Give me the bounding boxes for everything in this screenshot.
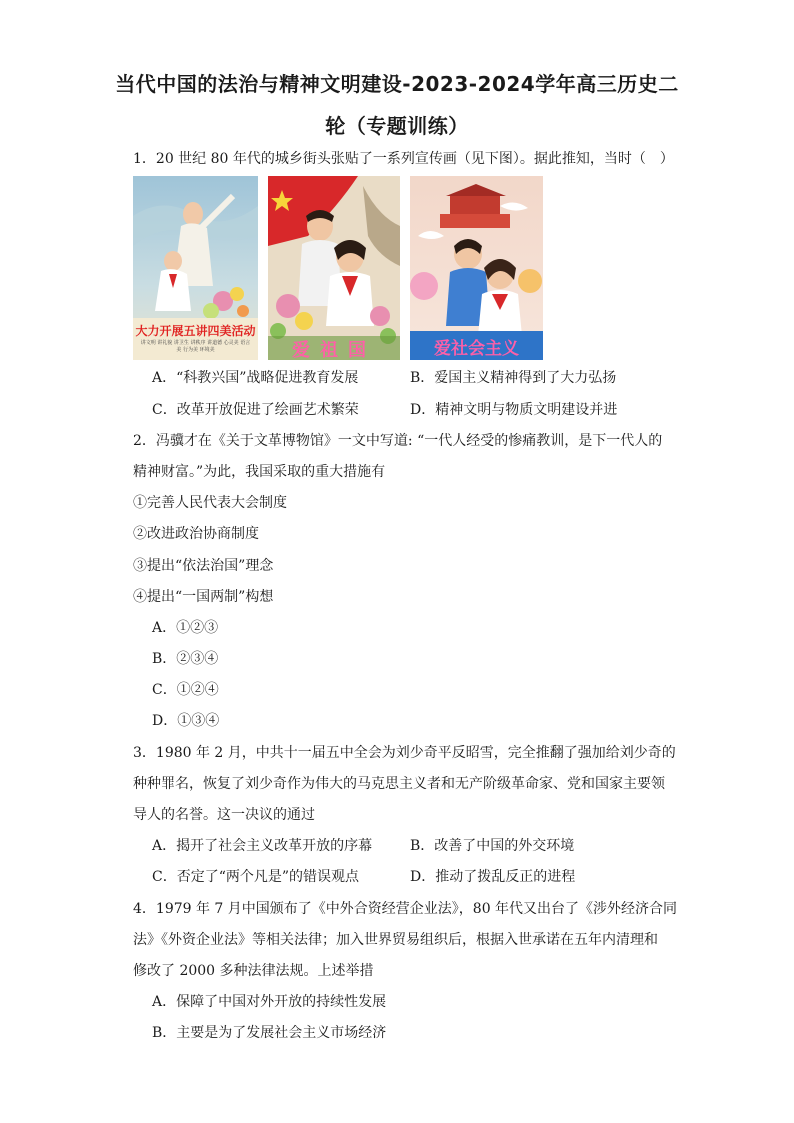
question-1-posters: [133, 176, 543, 360]
question-2-item-1: ①完善人民代表大会制度: [133, 495, 287, 511]
question-2-option-d[interactable]: D．①③④: [152, 713, 220, 729]
question-4-option-a[interactable]: A．保障了中国对外开放的持续性发展: [152, 994, 387, 1010]
question-4-stem-line-3: 修改了 2000 多种法律法规。上述举措: [133, 963, 374, 979]
question-4-stem-line-2: 法》《外资企业法》等相关法律；加入世界贸易组织后，根据入世承诺在五年内清理和: [133, 932, 658, 948]
poster-love-motherland: [268, 176, 400, 360]
question-3-option-a[interactable]: A．揭开了社会主义改革开放的序幕: [152, 838, 373, 854]
question-3-stem-line-2: 种种罪名，恢复了刘少奇作为伟大的马克思主义者和无产阶级革命家、党和国家主要领: [133, 776, 665, 792]
poster-love-motherland-caption: 爱祖国: [292, 340, 376, 360]
question-4-option-b[interactable]: B．主要是为了发展社会主义市场经济: [152, 1025, 387, 1041]
question-1-option-c[interactable]: C．改革开放促进了绘画艺术繁荣: [152, 402, 359, 418]
question-2-option-b[interactable]: B．②③④: [152, 651, 219, 667]
question-3-stem-line-1: 3．1980 年 2 月，中共十一届五中全会为刘少奇平反昭雪，完全推翻了强加给刘少奇的: [133, 745, 676, 761]
question-2-item-3: ③提出“依法治国”理念: [133, 558, 274, 574]
poster-love-socialism-art: [410, 176, 543, 360]
poster-five-stresses-caption: 大力开展五讲四美活动: [135, 324, 256, 338]
question-2-stem-line-1: 2．冯骥才在《关于文革博物馆》一文中写道: “一代人经受的惨痛教训，是下一代人的: [133, 433, 663, 449]
question-3-option-b[interactable]: B．改善了中国的外交环境: [410, 838, 575, 854]
question-3-option-c[interactable]: C．否定了“两个凡是”的错误观点: [152, 869, 360, 885]
question-1-option-b[interactable]: B．爱国主义精神得到了大力弘扬: [410, 370, 617, 386]
document-title-line-2: 轮（专题训练）: [325, 114, 469, 138]
poster-five-stresses-subcaption: 讲文明 讲礼貌 讲卫生 讲秩序 讲道德 心灵美 语言美 行为美 环境美: [140, 340, 251, 353]
question-1-option-a[interactable]: A．“科教兴国”战略促进教育发展: [152, 370, 359, 386]
question-4-stem-line-1: 4．1979 年 7 月中国颁布了《中外合资经营企业法》，80 年代又出台了《涉外经济合同: [133, 901, 678, 917]
poster-five-stresses: [133, 176, 258, 360]
question-2-item-4: ④提出“一国两制”构想: [133, 589, 274, 605]
poster-love-socialism: [410, 176, 543, 360]
question-2-option-c[interactable]: C．①②④: [152, 682, 219, 698]
question-1-option-d[interactable]: D．精神文明与物质文明建设并进: [410, 402, 618, 418]
poster-love-socialism-caption: 爱社会主义: [434, 339, 519, 359]
question-3-option-d[interactable]: D．推动了拨乱反正的进程: [410, 869, 576, 885]
poster-love-motherland-art: [268, 176, 400, 360]
document-title-line-1: 当代中国的法治与精神文明建设-2023-2024学年高三历史二: [115, 72, 679, 96]
question-1-stem: 1．20 世纪 80 年代的城乡街头张贴了一系列宣传画（见下图）。据此推知，当时（ ）: [133, 151, 674, 167]
question-2-item-2: ②改进政治协商制度: [133, 526, 259, 542]
question-2-stem-line-2: 精神财富。”为此，我国采取的重大措施有: [133, 464, 386, 480]
question-2-option-a[interactable]: A．①②③: [152, 620, 219, 636]
question-3-stem-line-3: 导人的名誉。这一决议的通过: [133, 807, 315, 823]
